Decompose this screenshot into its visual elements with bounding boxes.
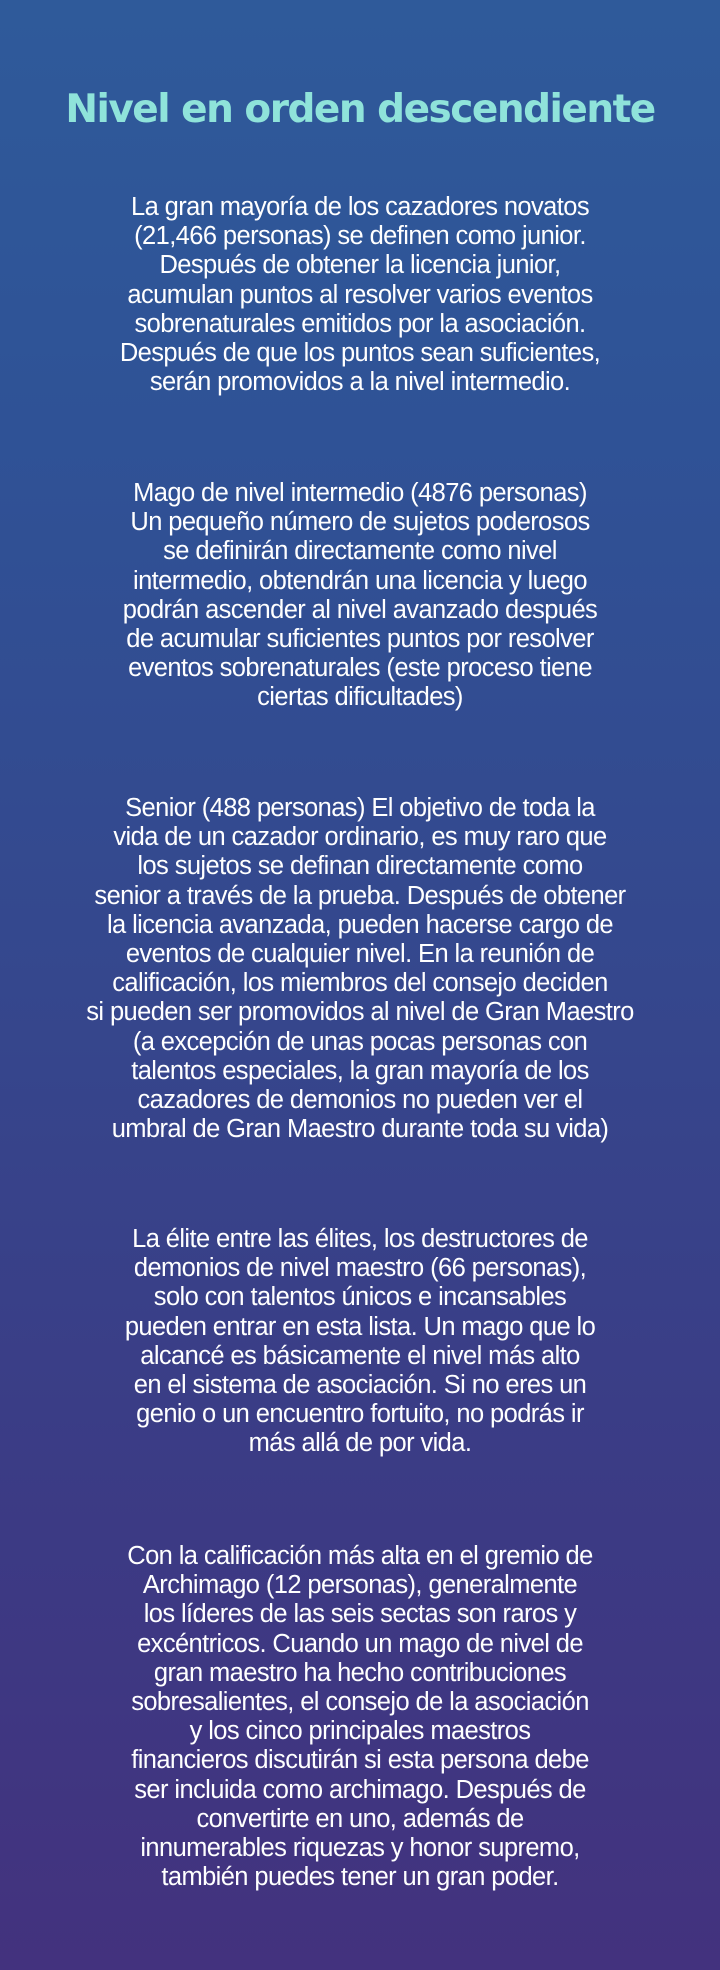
text-line: umbral de Gran Maestro durante toda su vida) <box>111 1115 609 1144</box>
text-line: excéntricos. Cuando un mago de nivel de <box>137 1629 583 1658</box>
text-line: más allá de por vida. <box>248 1429 472 1458</box>
text-line: genio o un encuentro fortuito, no podrás ir <box>136 1400 584 1429</box>
text-line: La élite entre las élites, los destructores de <box>132 1225 588 1253</box>
text-line: los sujetos se definan directamente como <box>137 852 583 881</box>
text-line: solo con talentos únicos e incansables <box>153 1283 567 1312</box>
text-line: talentos especiales, la gran mayoría de los <box>131 1056 589 1085</box>
text-line: eventos de cualquier nivel. En la reunión de <box>125 940 595 969</box>
text-line: ciertas dificultades) <box>257 683 463 712</box>
level-master-paragraph <box>40 1225 680 1459</box>
text-line: sobrenaturales emitidos por la asociación. <box>134 309 586 338</box>
page-title: Nivel en orden descendiente <box>65 87 655 132</box>
text-line: acumulan puntos al resolver varios eventos <box>127 280 593 309</box>
text-line: intermedio, obtendrán una licencia y luego <box>133 566 587 595</box>
level-junior-paragraph <box>40 193 680 397</box>
text-line: convertirte en uno, además de <box>196 1804 524 1833</box>
text-line: en el sistema de asociación. Si no eres un <box>133 1371 587 1400</box>
text-line: calificación, los miembros del consejo deciden <box>112 969 608 998</box>
text-line: y los cinco principales maestros <box>189 1717 531 1746</box>
text-line: Senior (488 personas) El objetivo de toda la <box>125 794 595 822</box>
text-line: Archimago (12 personas), generalmente <box>142 1571 578 1600</box>
text-line: Con la calificación más alta en el gremio de <box>127 1542 593 1570</box>
level-intermediate-paragraph <box>40 479 680 713</box>
text-line: Después de que los puntos sean suficientes, <box>119 339 601 368</box>
text-line: Después de obtener la licencia junior, <box>159 251 561 280</box>
text-line: financieros discutirán si esta persona debe <box>131 1746 589 1775</box>
text-line: gran maestro ha hecho contribuciones <box>153 1658 567 1687</box>
text-line: de acumular suficientes puntos por resolver <box>126 625 594 654</box>
level-senior-paragraph <box>40 794 680 1144</box>
text-line: Mago de nivel intermedio (4876 personas) <box>133 479 587 507</box>
text-line: vida de un cazador ordinario, es muy raro que <box>113 823 607 852</box>
text-line: (21,466 personas) se definen como junior. <box>134 222 586 251</box>
text-line: si pueden ser promovidos al nivel de Gran Maestro <box>86 998 634 1027</box>
text-line: la licencia avanzada, pueden hacerse cargo de <box>106 910 614 939</box>
text-line: ser incluida como archimago. Después de <box>134 1775 586 1804</box>
text-line: serán promovidos a la nivel intermedio. <box>149 368 571 397</box>
text-line: La gran mayoría de los cazadores novatos <box>131 193 589 221</box>
text-line: cazadores de demonios no pueden ver el <box>137 1086 583 1115</box>
text-line: pueden entrar en esta lista. Un mago que lo <box>124 1312 596 1341</box>
text-line: Un pequeño número de sujetos poderosos <box>130 508 590 537</box>
text-line: eventos sobrenaturales (este proceso tiene <box>128 654 592 683</box>
text-line: los líderes de las seis sectas son raros y <box>143 1600 577 1629</box>
text-line: también puedes tener un gran poder. <box>161 1863 559 1892</box>
text-line: sobresalientes, el consejo de la asociación <box>131 1688 589 1717</box>
text-line: senior a través de la prueba. Después de obtener <box>94 881 626 910</box>
text-line: demonios de nivel maestro (66 personas), <box>133 1254 587 1283</box>
text-line: alcancé es básicamente el nivel más alto <box>140 1341 580 1370</box>
text-line: innumerables riquezas y honor supremo, <box>140 1834 580 1863</box>
text-line: podrán ascender al nivel avanzado después <box>122 595 598 624</box>
text-line: se definirán directamente como nivel <box>163 537 557 566</box>
text-line: (a excepción de unas pocas personas con <box>132 1027 588 1056</box>
level-archmage-paragraph <box>40 1542 680 1892</box>
